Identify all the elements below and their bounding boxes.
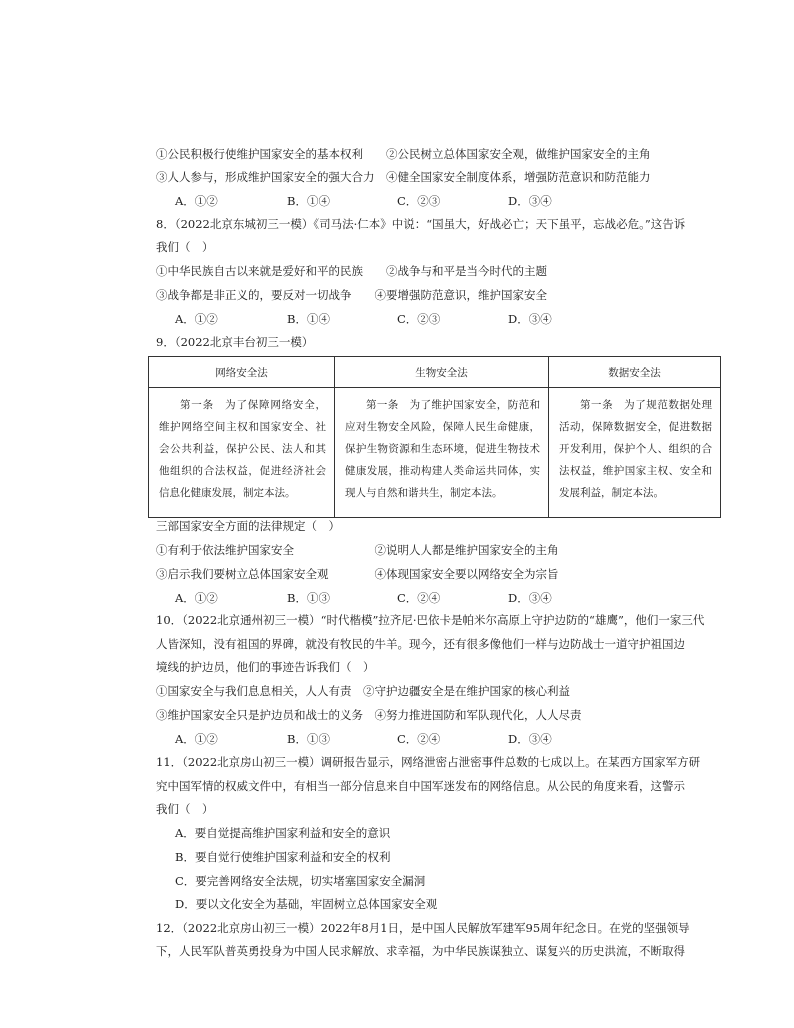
q9-option-c: C．②④ — [397, 591, 441, 605]
q8-stem-line-2: 我们（ ） — [156, 240, 214, 254]
law-article-text: 第一条 为了维护国家安全，防范和应对生物安全风险，保障人民生命健康，保护生物资源和生态环境，促进生物技术健康发展，推动构建人类命运共同体，实现人与自然和谐共生，制定本法。 — [345, 399, 540, 499]
law-article-text: 第一条 为了规范数据处理活动，保障数据安全，促进数据开发利用，保护个人、组织的合法权益，维护国家主权、安全和发展利益，制定本法。 — [559, 399, 712, 499]
q8-option-c: C．②③ — [397, 312, 441, 326]
q10-statement-2: ③维护国家安全只是护边员和战士的义务 ④努力推进国防和军队现代化，人人尽责 — [156, 708, 582, 722]
q8-statement-2: ③战争都是非正义的，要反对一切战争 ④要增强防范意识，维护国家安全 — [156, 288, 547, 302]
q10-stem-line-1: 10．（2022北京通州初三一模）“时代楷模”拉齐尼·巴依卡是帕米尔高原上守护边防的“雄鹰”，他们一家三代 — [156, 613, 705, 627]
q9-option-a: A．①② — [175, 591, 218, 605]
q11-stem-line-2: 究中国军情的权威文件中，有相当一部分信息来自中国军迷发布的网络信息。从公民的角度来看，这警示 — [156, 779, 685, 793]
q8-option-a: A．①② — [175, 312, 218, 326]
q8-stem-line-1: 8．（2022北京东城初三一模）《司马法·仁本》中说：“国虽大，好战必亡；天下虽平，忘战必危。”这告诉 — [156, 217, 686, 231]
q11-stem-line-1: 11．（2022北京房山初三一模）调研报告显示，网络泄密占泄密事件总数的七成以上。在某西方国家军方研 — [156, 755, 701, 769]
q10-stem-line-3: 境线的护边员，他们的事迹告诉我们（ ） — [156, 660, 375, 674]
q11-choice-c: C．要完善网络安全法规，切实堵塞国家安全漏洞 — [175, 874, 426, 888]
q7-option-b: B．①④ — [287, 194, 330, 208]
q9-statement-2: ③启示我们要树立总体国家安全观 ④体现国家安全要以网络安全为宗旨 — [156, 567, 559, 581]
table-header-data-security-law: 数据安全法 — [549, 357, 721, 388]
q7-option-c: C．②③ — [397, 194, 441, 208]
q10-stem-line-2: 人皆深知，没有祖国的界碑，就没有牧民的牛羊。现今，还有很多像他们一样与边防战士一道守护祖国边 — [156, 637, 685, 651]
q7-option-d: D．③④ — [508, 194, 552, 208]
q11-stem-line-3: 我们（ ） — [156, 802, 214, 816]
table-cell-data-security-law — [549, 388, 721, 518]
q10-option-c: C．②④ — [397, 732, 441, 746]
q9-stem: 9．（2022北京丰台初三一模） — [156, 335, 314, 349]
q10-option-a: A．①② — [175, 732, 218, 746]
table-cell-cybersecurity-law — [149, 388, 335, 518]
q12-stem-line-2: 下，人民军队普英勇投身为中国人民求解放、求幸福，为中华民族谋独立、谋复兴的历史洪流，不断取得 — [156, 944, 685, 958]
table-cell-biosecurity-law — [335, 388, 549, 518]
q10-option-b: B．①③ — [287, 732, 330, 746]
q7-statement-2: ③人人参与，形成维护国家安全的强大合力 ④健全国家安全制度体系，增强防范意识和防范能力 — [156, 170, 651, 184]
table-header-biosecurity-law: 生物安全法 — [335, 357, 549, 388]
q11-choice-d: D．要以文化安全为基础，牢固树立总体国家安全观 — [175, 897, 438, 911]
q10-option-d: D．③④ — [508, 732, 552, 746]
table-row — [149, 388, 721, 518]
q9-option-b: B．①③ — [287, 591, 330, 605]
q10-statement-1: ①国家安全与我们息息相关，人人有责 ②守护边疆安全是在维护国家的核心利益 — [156, 684, 570, 698]
q11-choice-a: A．要自觉提高维护国家利益和安全的意识 — [175, 826, 391, 840]
q7-option-a: A．①② — [175, 194, 218, 208]
q11-choice-b: B．要自觉行使维护国家利益和安全的权利 — [175, 850, 391, 864]
q12-stem-line-1: 12．（2022北京房山初三一模）2022年8月1日，是中国人民解放军建军95周年纪念日。在党的坚强领导 — [156, 921, 690, 935]
q8-statement-1: ①中华民族自古以来就是爱好和平的民族 ②战争与和平是当今时代的主题 — [156, 264, 547, 278]
q8-option-d: D．③④ — [508, 312, 552, 326]
q9-option-d: D．③④ — [508, 591, 552, 605]
law-article-text: 第一条 为了保障网络安全，维护网络空间主权和国家安全、社会公共利益，保护公民、法人和其他组织的合法权益，促进经济社会信息化健康发展，制定本法。 — [159, 399, 326, 499]
q9-statement-1: ①有利于依法维护国家安全 ②说明人人都是维护国家安全的主角 — [156, 543, 559, 557]
table-header-row — [149, 357, 721, 388]
table-header-cybersecurity-law: 网络安全法 — [149, 357, 335, 388]
q9-question: 三部国家安全方面的法律规定（ ） — [156, 519, 340, 533]
q8-option-b: B．①④ — [287, 312, 330, 326]
law-comparison-table — [148, 356, 721, 518]
q7-statement-1: ①公民积极行使维护国家安全的基本权利 ②公民树立总体国家安全观，做维护国家安全的主角 — [156, 147, 651, 161]
